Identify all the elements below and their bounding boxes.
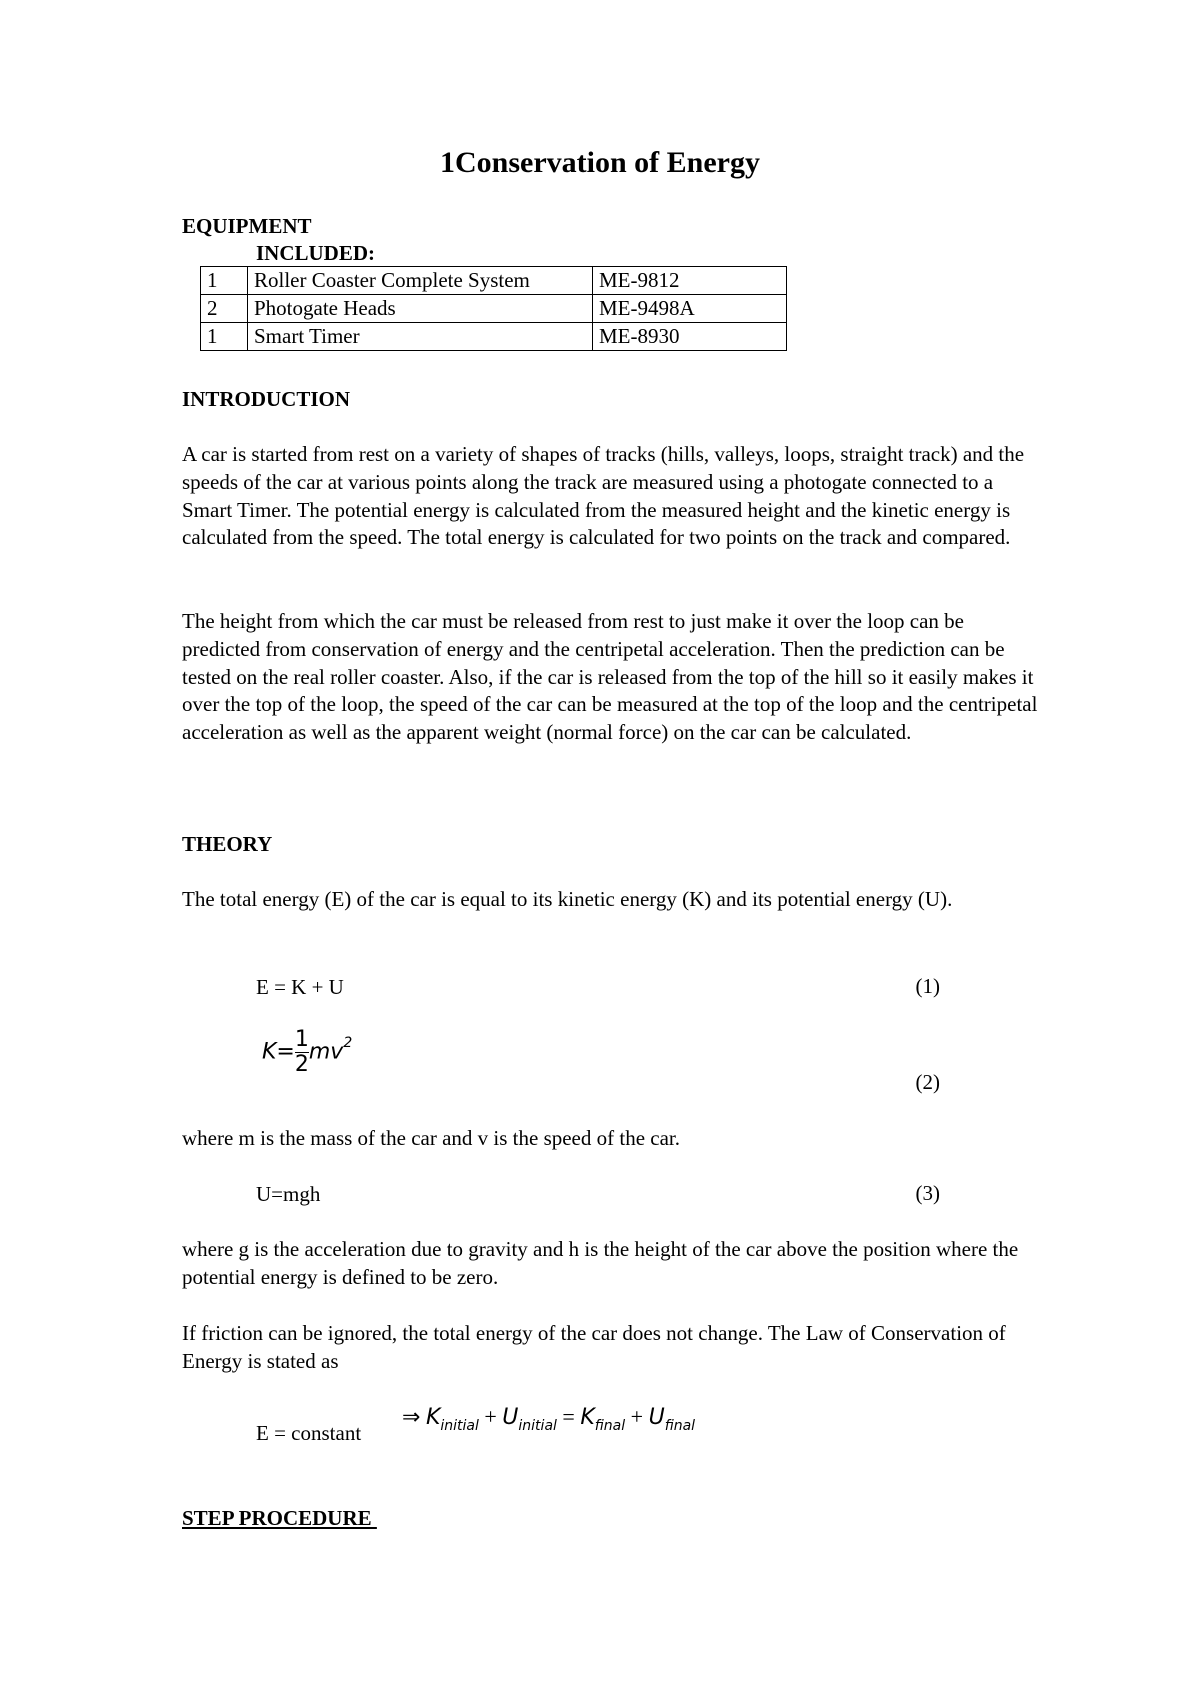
equation-2-rhs: mv xyxy=(308,1039,344,1065)
equation-3: U=mgh xyxy=(256,1182,321,1206)
paragraph-text: A car is started from rest on a variety of shapes of tracks (hills, valleys, loops, straight track) and the speeds of the car at various points along the track are measured using a photogate connected to a Smart Timer. The potential energy is calculated from the measured height and the kinetic energy is calculated from the speed. The total energy is calculated for two points on the track and compared. xyxy=(182,442,1025,550)
paragraph-text: The total energy (E) of the car is equal to its kinetic energy (K) and its potential energy (U). xyxy=(182,887,953,911)
fraction-denominator: 2 xyxy=(294,1052,309,1077)
theory-paragraph-4 xyxy=(182,1320,1042,1376)
plus-sign: + xyxy=(484,1404,497,1429)
fraction-one-half xyxy=(295,1028,309,1077)
paragraph-text: where m is the mass of the car and v is the speed of the car. xyxy=(182,1126,681,1150)
fraction-numerator: 1 xyxy=(294,1027,309,1052)
introduction-heading: INTRODUCTION xyxy=(182,387,351,411)
table-row xyxy=(201,323,787,351)
equipment-table xyxy=(200,266,787,351)
equation-1: E = K + U xyxy=(256,975,344,999)
equals-sign: = xyxy=(562,1404,575,1429)
final-subscript: final xyxy=(594,1418,626,1434)
qty-cell: 1 xyxy=(201,267,248,295)
table-row xyxy=(201,267,787,295)
equation-1-number: (1) xyxy=(915,974,940,998)
equipment-subheading: INCLUDED: xyxy=(256,241,376,265)
paragraph-text: where g is the acceleration due to gravity and h is the height of the car above the position where the potential energy is defined to be zero. xyxy=(182,1237,1019,1289)
paragraph-text: If friction can be ignored, the total energy of the car does not change. The Law of Conservation of Energy is stated as xyxy=(182,1321,1006,1373)
introduction-paragraph-2 xyxy=(182,608,1042,747)
equipment-heading: EQUIPMENT xyxy=(182,214,312,238)
qty-cell: 1 xyxy=(201,323,248,351)
plus-sign: + xyxy=(630,1404,644,1429)
item-cell: Smart Timer xyxy=(248,323,593,351)
theory-paragraph-3 xyxy=(182,1236,1042,1292)
paragraph-text: The height from which the car must be released from rest to just make it over the loop can be predicted from conservation of energy and the centripetal acceleration. Then the prediction can be tested on the real roller coaster. Also, if the car is released from the top of the hill so it easily makes it over the top of the loop, the speed of the car can be measured at the top of the loop and the centripetal acceleration as well as the apparent weight (normal force) on the car can be calculated. xyxy=(182,609,1038,745)
introduction-paragraph-1 xyxy=(182,441,1042,552)
implies-arrow: ⇒ xyxy=(402,1405,421,1430)
code-cell: ME-9498A xyxy=(593,295,787,323)
table-row xyxy=(201,295,787,323)
equation-3-number: (3) xyxy=(915,1181,940,1205)
final-subscript: final xyxy=(664,1418,696,1434)
equation-4-left: E = constant xyxy=(256,1421,362,1445)
page-title: 1Conservation of Energy xyxy=(440,146,760,179)
code-cell: ME-8930 xyxy=(593,323,787,351)
K-final-symbol: K xyxy=(580,1405,595,1430)
item-cell: Roller Coaster Complete System xyxy=(248,267,593,295)
equation-2-exponent: 2 xyxy=(343,1034,353,1051)
theory-paragraph-1 xyxy=(182,886,1042,914)
code-cell: ME-9812 xyxy=(593,267,787,295)
K-initial-symbol: K xyxy=(425,1405,441,1430)
initial-subscript: initial xyxy=(440,1418,479,1434)
initial-subscript: initial xyxy=(518,1418,557,1434)
equation-2-number: (2) xyxy=(915,1070,940,1094)
equation-2 xyxy=(262,1028,352,1077)
equation-4 xyxy=(402,1404,695,1439)
theory-paragraph-2 xyxy=(182,1125,1042,1153)
item-cell: Photogate Heads xyxy=(248,295,593,323)
equation-2-lhs: K= xyxy=(262,1039,295,1065)
U-initial-symbol: U xyxy=(502,1405,519,1430)
qty-cell: 2 xyxy=(201,295,248,323)
U-final-symbol: U xyxy=(648,1405,665,1430)
theory-heading: THEORY xyxy=(182,832,273,856)
step-procedure-heading: STEP PROCEDURE xyxy=(182,1506,377,1530)
